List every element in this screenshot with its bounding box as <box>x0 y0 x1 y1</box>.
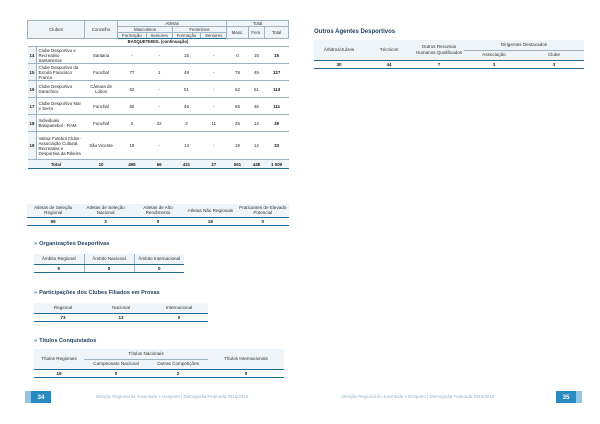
m-formacao: - <box>118 47 146 64</box>
club-name: Valour Futebol Clube - Associação Cultural, Recreativa e Desportiva da Ribeira <box>37 132 84 160</box>
header-nacional: Nacional <box>92 303 150 313</box>
page-number-badge: 34 <box>31 391 51 403</box>
total-masc: 19 <box>227 132 248 160</box>
header-dirigentes: Dirigentes Destacados <box>464 40 584 50</box>
f-formacao: 3 <box>172 115 200 132</box>
value-outros-recursos: 7 <box>414 60 464 68</box>
f-seniores: - <box>201 47 227 64</box>
total: 113 <box>265 81 289 98</box>
club-name: Clube Desportivo e Recreativo Santanense <box>37 47 84 64</box>
m-seniores: - <box>146 98 172 115</box>
f-seniores: 11 <box>201 115 227 132</box>
footer-text: Direção Regional de Juventude e Desporto | Demografia Federada 2015/2016 <box>96 394 249 399</box>
participacoes-table <box>34 303 208 322</box>
value-outras-competicoes: 2 <box>148 369 208 377</box>
header-clube: Clube <box>524 50 584 60</box>
table-row <box>28 115 289 132</box>
total-fem: 51 <box>248 81 265 98</box>
f-formacao: 51 <box>172 81 200 98</box>
row-number: 18 <box>28 115 37 132</box>
header-total-sub: Total <box>265 27 289 39</box>
header-associacao: Associação <box>464 50 524 60</box>
header-ambito-internacional: Âmbito Internacional <box>134 254 184 264</box>
m-seniores: - <box>146 47 172 64</box>
header-titulos-internacionais: Títulos Internacionais <box>208 349 284 369</box>
m-formacao: 62 <box>118 81 146 98</box>
header-femininos: Femininos <box>172 27 227 33</box>
total-label: Total <box>28 160 85 169</box>
header-nao-regionais: Atletas Não Regionais <box>184 204 236 217</box>
value-ambito-nacional: 0 <box>84 264 134 272</box>
m-seniores: 1 <box>146 64 172 81</box>
header-fem: Fem. <box>248 27 265 39</box>
header-elevado-potencial: Praticantes de Elevado Potencial <box>237 204 289 217</box>
header-atletas: Atletas <box>118 21 227 27</box>
total-fem: 15 <box>248 47 265 64</box>
row-number: 17 <box>28 98 37 115</box>
value-titulos-regionais: 19 <box>34 369 84 377</box>
club-name: Individuais Basquetebol - RAM <box>37 115 84 132</box>
organizacoes-table <box>34 254 184 273</box>
total-masc: 62 <box>227 81 248 98</box>
total: 15 <box>265 47 289 64</box>
header-arbitros: Árbitros/Juízes <box>314 40 364 60</box>
header-masc: Masc. <box>227 27 248 39</box>
concelho: São Vicente <box>84 132 117 160</box>
footer-text: Direção Regional de Juventude e Desporto | Demografia Federada 2015/2016 <box>342 394 495 399</box>
table-row <box>28 98 289 115</box>
header-m-formacao: Formação <box>118 33 146 39</box>
value-titulos-internacionais: 0 <box>208 369 284 377</box>
f-formacao: 14 <box>172 132 200 160</box>
header-campeonato-nacional: Campeonato Nacional <box>84 359 148 369</box>
basketball-clubs-table <box>27 20 289 169</box>
header-f-formacao: Formação <box>172 33 200 39</box>
total-fem: 14 <box>248 115 265 132</box>
table-row <box>28 81 289 98</box>
total-fem: 46 <box>248 98 265 115</box>
club-name: Clube Desportivo Garachico <box>37 81 84 98</box>
m-formacao: 19 <box>118 132 146 160</box>
row-number: 15 <box>28 64 37 81</box>
header-tecnicos: Técnicos <box>364 40 414 60</box>
concelho: Funchal <box>84 115 117 132</box>
header-selecao-regional: Atletas de Seleção Regional <box>27 204 79 217</box>
header-titulos-regionais: Títulos Regionais <box>34 349 84 369</box>
value-selecao-nacional: 3 <box>79 217 131 225</box>
value-campeonato-nacional: 0 <box>84 369 148 377</box>
total-f-formacao: 421 <box>172 160 200 169</box>
header-clubes: Clubes <box>28 21 85 39</box>
header-internacional: Internacional <box>150 303 208 313</box>
value-clube: 3 <box>524 60 584 68</box>
f-seniores: - <box>201 81 227 98</box>
header-concelho: Concelho <box>84 21 117 39</box>
total-masc: 561 <box>227 160 248 169</box>
outros-agentes-table <box>314 40 584 69</box>
header-outras-competicoes: Outras Competições <box>148 359 208 369</box>
value-tecnicos: 44 <box>364 60 414 68</box>
f-formacao: 15 <box>172 47 200 64</box>
table-row <box>28 64 289 81</box>
header-alto-rendimento: Atletas de Alto Rendimento <box>132 204 184 217</box>
header-m-seniores: Seniores <box>146 33 172 39</box>
total: 127 <box>265 64 289 81</box>
outros-agentes-title: Outros Agentes Desportivos <box>314 29 396 35</box>
value-nao-regionais: 18 <box>184 217 236 225</box>
m-formacao: 65 <box>118 98 146 115</box>
concelho: Funchal <box>84 98 117 115</box>
concelho: Funchal <box>84 64 117 81</box>
value-regional: 73 <box>34 313 92 321</box>
value-nacional: 13 <box>92 313 150 321</box>
header-regional: Regional <box>34 303 92 313</box>
f-seniores: - <box>201 98 227 115</box>
value-internacional: 0 <box>150 313 208 321</box>
total-masc: 78 <box>227 64 248 81</box>
total-fem: 49 <box>248 64 265 81</box>
m-formacao: 3 <box>118 115 146 132</box>
organizacoes-title: » Organizações Desportivas <box>34 241 110 247</box>
club-name: Clube Desportivo Mar e Serra <box>37 98 84 115</box>
m-seniores: 22 <box>146 115 172 132</box>
total-m-formacao: 495 <box>118 160 146 169</box>
header-total: Total <box>227 21 289 27</box>
total-masc: 25 <box>227 115 248 132</box>
selection-athletes-table <box>27 204 289 226</box>
total-m-seniores: 66 <box>146 160 172 169</box>
total-f-seniores: 27 <box>201 160 227 169</box>
grand-total: 1 009 <box>265 160 289 169</box>
f-formacao: 46 <box>172 98 200 115</box>
value-ambito-internacional: 0 <box>134 264 184 272</box>
header-masculinos: Masculinos <box>118 27 173 33</box>
value-associacao: 3 <box>464 60 524 68</box>
club-name: Clube Desportivo da Escola Francisco Franco <box>37 64 84 81</box>
table-row <box>28 132 289 160</box>
f-seniores: - <box>201 64 227 81</box>
right-page <box>300 0 600 424</box>
total-fem: 448 <box>248 160 265 169</box>
m-seniores: - <box>146 132 172 160</box>
total-row <box>28 160 289 169</box>
table-row <box>28 47 289 64</box>
row-number: 16 <box>28 81 37 98</box>
header-f-seniores: Seniores <box>201 33 227 39</box>
titulos-table <box>34 349 284 378</box>
m-seniores: - <box>146 81 172 98</box>
page-badge-accent <box>576 391 582 403</box>
value-alto-rendimento: 0 <box>132 217 184 225</box>
value-elevado-potencial: 0 <box>237 217 289 225</box>
value-selecao-regional: 65 <box>27 217 79 225</box>
header-outros-recursos: Outros Recursos Humanos Qualificados <box>414 40 464 60</box>
concelho: Câmara de Lobos <box>84 81 117 98</box>
value-arbitros: 30 <box>314 60 364 68</box>
m-formacao: 77 <box>118 64 146 81</box>
participacoes-title: » Participações dos Clubes Filiados em Provas <box>34 290 160 296</box>
total: 39 <box>265 115 289 132</box>
header-titulos-nacionais: Títulos Nacionais <box>84 349 208 359</box>
row-number: 14 <box>28 47 37 64</box>
f-formacao: 49 <box>172 64 200 81</box>
total-masc: 0 <box>227 47 248 64</box>
section-label-basquetebol: BASQUETEBOL (continuação) <box>28 39 289 47</box>
row-number: 19 <box>28 132 37 160</box>
total: 33 <box>265 132 289 160</box>
header-ambito-regional: Âmbito Regional <box>34 254 84 264</box>
titulos-title: » Títulos Conquistados <box>34 338 97 344</box>
concelho: Santana <box>84 47 117 64</box>
value-ambito-regional: 9 <box>34 264 84 272</box>
total-concelho: 10 <box>84 160 117 169</box>
header-selecao-nacional: Atletas de Seleção Nacional <box>79 204 131 217</box>
total: 111 <box>265 98 289 115</box>
f-seniores: - <box>201 132 227 160</box>
page-number-badge: 35 <box>556 391 576 403</box>
total-masc: 65 <box>227 98 248 115</box>
header-ambito-nacional: Âmbito Nacional <box>84 254 134 264</box>
total-fem: 14 <box>248 132 265 160</box>
